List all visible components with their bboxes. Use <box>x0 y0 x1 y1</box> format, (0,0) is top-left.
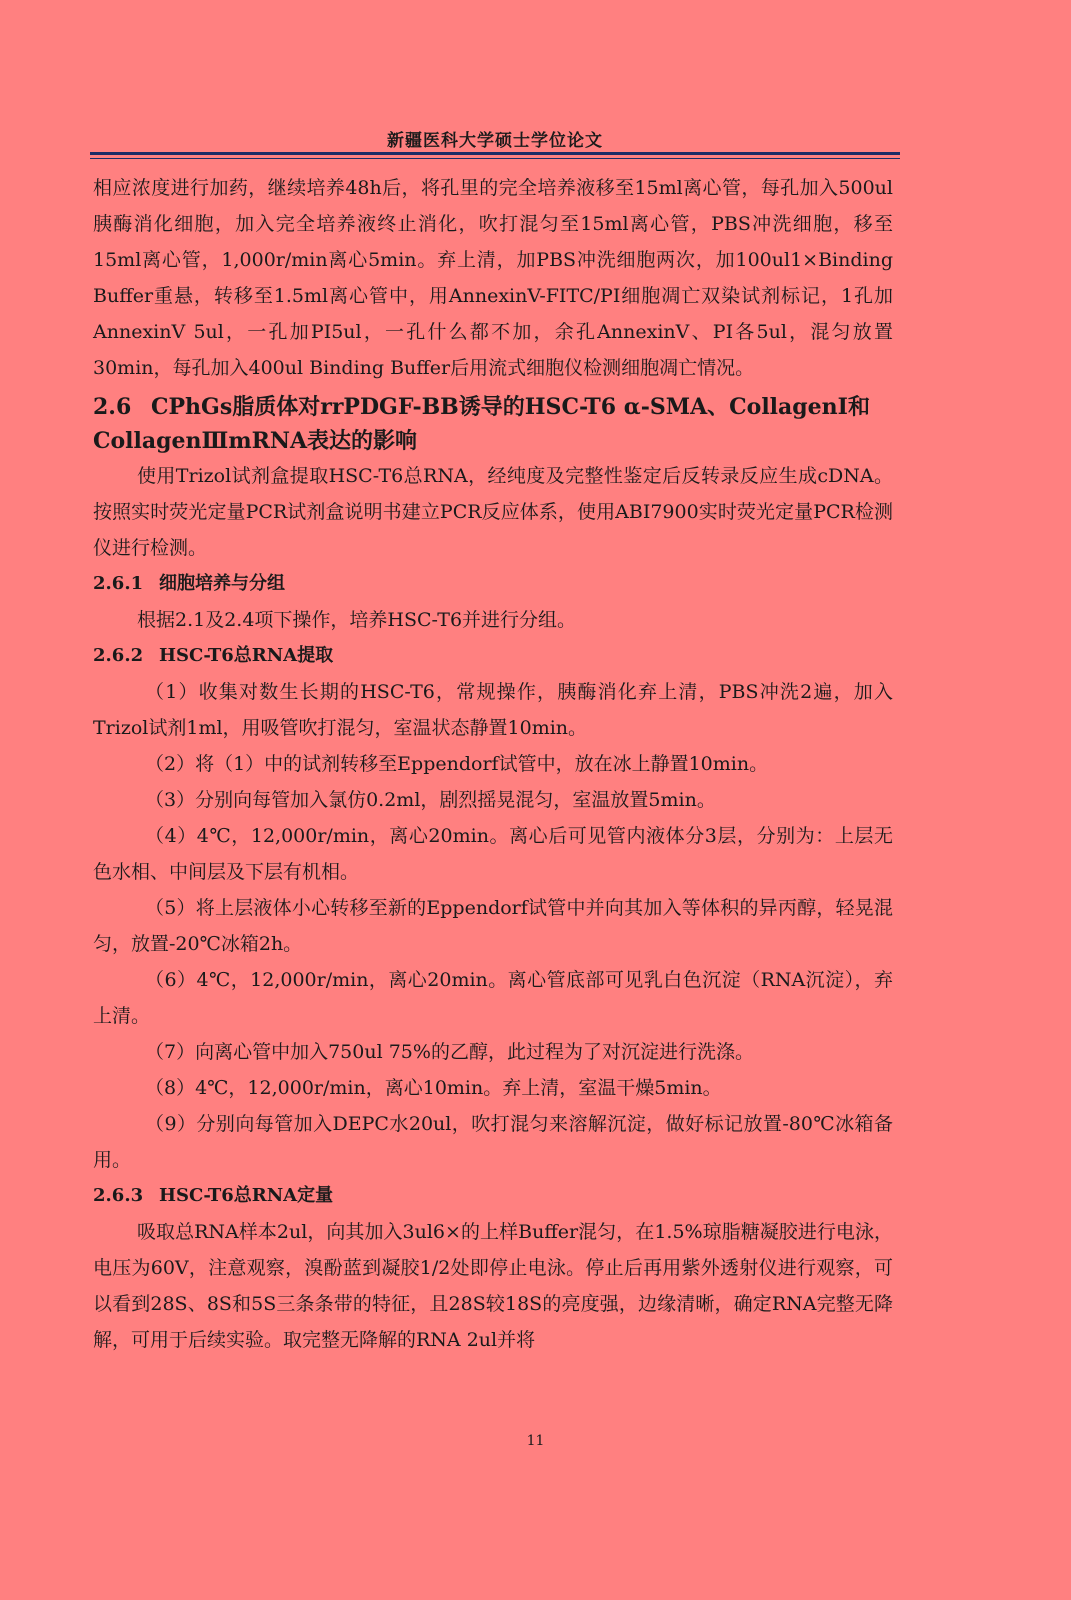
step-paragraph: （4）4℃，12,000r/min，离心20min。离心后可见管内液体分3层，分别为：上层无色水相、中间层及下层有机相。 <box>93 825 893 883</box>
header-rule-thick <box>90 152 900 155</box>
subsection-paragraph: 吸取总RNA样本2ul，向其加入3ul6×的上样Buffer混匀，在1.5%琼脂糖凝胶进行电泳，电压为60V，注意观察，溴酚蓝到凝胶1/2处即停止电泳。停止后再用紫外透射仪进行观察，可以看到28S、8S和5S三条条带的特征，且28S较18S的亮度强，边缘清晰，确定RNA完整无降解，可用于后续实验。取完整无降解的RNA 2ul并将 <box>93 1221 893 1351</box>
step-paragraph: （6）4℃，12,000r/min，离心20min。离心管底部可见乳白色沉淀（RNA沉淀），弃上清。 <box>93 969 893 1027</box>
step-paragraph: （8）4℃，12,000r/min，离心10min。弃上清，室温干燥5min。 <box>145 1077 722 1099</box>
subsection-heading-2 <box>93 638 893 674</box>
section-paragraph: 使用Trizol试剂盒提取HSC-T6总RNA，经纯度及完整性鉴定后反转录反应生成cDNA。按照实时荧光定量PCR试剂盒说明书建立PCR反应体系，使用ABI7900实时荧光定量PCR检测仪进行检测。 <box>93 465 893 559</box>
subsection-number: 2.6.2 <box>93 645 144 666</box>
section-title: CPhGs脂质体对rrPDGF-BB诱导的HSC-T6 α-SMA、CollagenI和CollagenⅢmRNA表达的影响 <box>93 394 870 454</box>
step-paragraph: （2）将（1）中的试剂转移至Eppendorf试管中，放在冰上静置10min。 <box>145 753 769 775</box>
running-header: 新疆医科大学硕士学位论文 <box>387 131 603 151</box>
subsection-title: HSC-T6总RNA定量 <box>159 1185 334 1206</box>
subsection-number: 2.6.1 <box>93 573 144 594</box>
intro-paragraph: 相应浓度进行加药，继续培养48h后，将孔里的完全培养液移至15ml离心管，每孔加入500ul胰酶消化细胞，加入完全培养液终止消化，吹打混匀至15ml离心管，PBS冲洗细胞，移至15ml离心管，1,000r/min离心5min。弃上清，加PBS冲洗细胞两次，加100ul1×Binding Buffer重悬，转移至1.5ml离心管中，用AnnexinV-FITC/PI细胞凋亡双染试剂标记，1孔加AnnexinV 5ul，一孔加PI5ul，一孔什么都不加，余孔AnnexinV、PI各5ul，混匀放置30min，每孔加入400ul Binding Buffer后用流式细胞仪检测细胞凋亡情况。 <box>93 177 893 379</box>
section-number: 2.6 <box>93 394 132 420</box>
body-content <box>93 170 893 1358</box>
subsection-heading-1 <box>93 566 893 602</box>
subsection-paragraph: 根据2.1及2.4项下操作，培养HSC-T6并进行分组。 <box>137 609 577 631</box>
step-paragraph: （1）收集对数生长期的HSC-T6，常规操作，胰酶消化弃上清，PBS冲洗2遍，加入Trizol试剂1ml，用吸管吹打混匀，室温状态静置10min。 <box>93 681 893 739</box>
page-number: 11 <box>526 1433 545 1449</box>
step-paragraph: （5）将上层液体小心转移至新的Eppendorf试管中并向其加入等体积的异丙醇，轻晃混匀，放置-20℃冰箱2h。 <box>93 897 893 955</box>
subsection-title: HSC-T6总RNA提取 <box>159 645 334 666</box>
step-paragraph: （7）向离心管中加入750ul 75%的乙醇，此过程为了对沉淀进行洗涤。 <box>145 1041 754 1063</box>
subsection-number: 2.6.3 <box>93 1185 144 1206</box>
step-paragraph: （9）分别向每管加入DEPC水20ul，吹打混匀来溶解沉淀，做好标记放置-80℃冰箱备用。 <box>93 1113 893 1171</box>
subsection-title: 细胞培养与分组 <box>159 573 285 594</box>
section-heading <box>93 390 893 458</box>
step-paragraph: （3）分别向每管加入氯仿0.2ml，剧烈摇晃混匀，室温放置5min。 <box>145 789 716 811</box>
subsection-heading-3 <box>93 1178 893 1214</box>
header-rule-thin <box>90 158 900 159</box>
